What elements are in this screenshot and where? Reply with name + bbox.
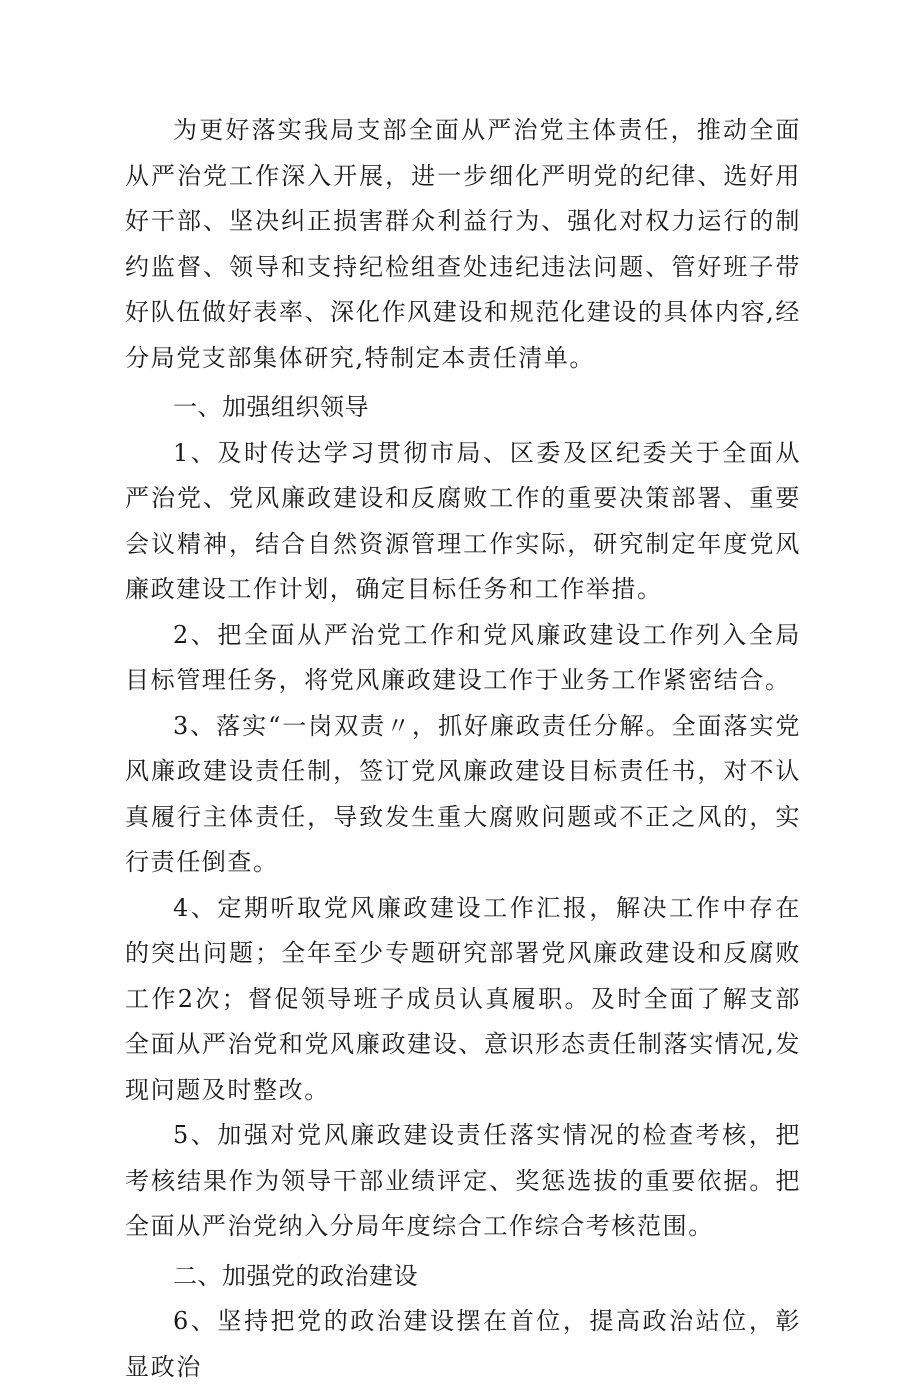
list-item-4: 4、定期听取党风廉政建设工作汇报，解决工作中存在的突出问题；全年至少专题研究部署党风廉政建设和反腐败工作2次；督促领导班子成员认真履职。及时全面了解支部全面从严治党和党风廉政建设、意识形态责任制落实情况,发现问题及时整改。 xyxy=(125,893,801,1104)
list-item-3: 3、落实“一岗双责〃，抓好廉政责任分解。全面落实党风廉政建设责任制，签订党风廉政建设目标责任书，对不认真履行主体责任，导致发生重大腐败问题或不正之风的，实行责任倒查。 xyxy=(125,711,801,876)
intro-paragraph: 为更好落实我局支部全面从严治党主体责任，推动全面从严治党工作深入开展，进一步细化严明党的纪律、选好用好干部、坚决纠正损害群众利益行为、强化对权力运行的制约监督、领导和支持纪检组查处违纪违法问题、管好班子带好队伍做好表率、深化作风建设和规范化建设的具体内容,经分局党支部集体研究,特制定本责任清单。 xyxy=(125,116,801,372)
list-item-2: 2、把全面从严治党工作和党风廉政建设工作列入全局目标管理任务，将党风廉政建设工作于业务工作紧密结合。 xyxy=(125,620,801,694)
list-item-5: 5、加强对党风廉政建设责任落实情况的检查考核，把考核结果作为领导干部业绩评定、奖惩选拔的重要依据。把全面从严治党纳入分局年度综合工作综合考核范围。 xyxy=(125,1121,801,1240)
document-body xyxy=(125,108,801,1390)
section-heading-1: 一、加强组织领导 xyxy=(173,393,369,421)
list-item-1: 1、及时传达学习贯彻市局、区委及区纪委关于全面从严治党、党风廉政建设和反腐败工作的重要决策部署、重要会议精神，结合自然资源管理工作实际，研究制定年度党风廉政建设工作计划，确定目标任务和工作举措。 xyxy=(125,438,801,603)
section-heading-2: 二、加强党的政治建设 xyxy=(173,1261,418,1290)
list-item-6: 6、坚持把党的政治建设摆在首位，提高政治站位，彰显政治 xyxy=(125,1307,801,1381)
